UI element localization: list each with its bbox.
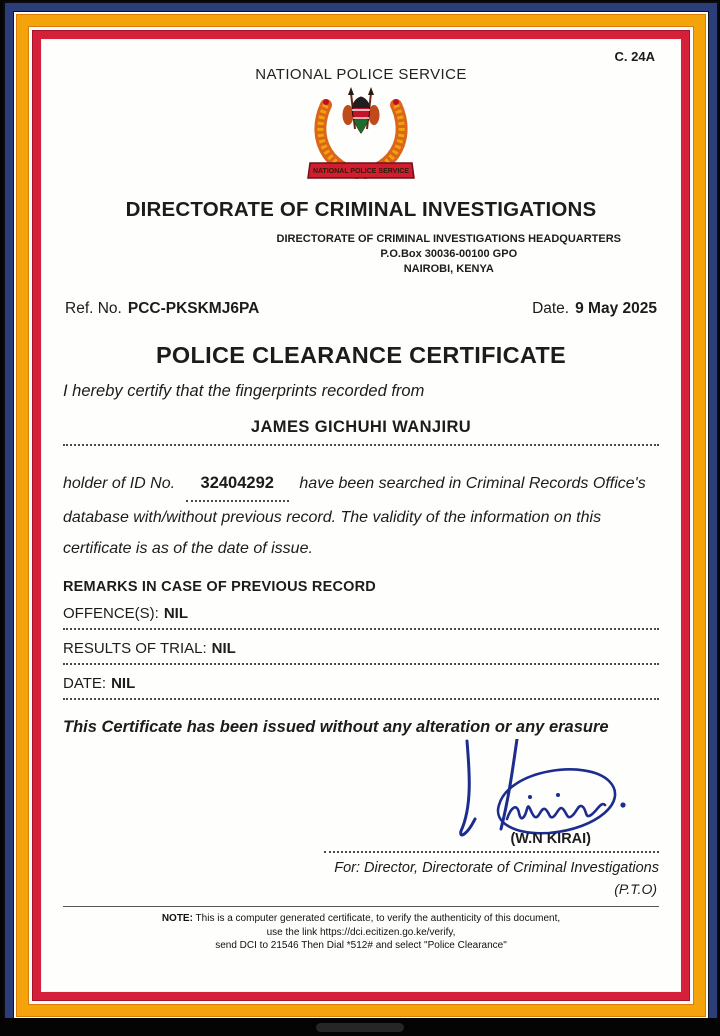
signature-block [63,745,659,897]
id-number: 32404292 [186,468,289,502]
field-row-date [63,665,659,700]
hq-line2: P.O.Box 30036-00100 GPO [380,248,518,260]
signature-dotted-line [324,851,659,853]
holder-prefix: holder of ID No. [63,475,176,492]
pto-label: (P.T.O) [614,881,657,897]
no-alteration-statement: This Certificate has been issued without any alteration or any erasure [63,718,609,736]
emblem-wrap [63,85,659,186]
body-after-id: have been searched in Criminal Records Office's database with/without previous record. The validity of the information on this certificate is as of the date of issue. [63,475,646,557]
field-row-offences [63,595,659,630]
certify-line: I hereby certify that the fingerprints recorded from [63,382,425,400]
note-line2: use the link https://dci.ecitizen.go.ke/verify, [266,926,456,938]
field-row-results-of-trial [63,630,659,665]
certificate-body-paragraph [63,468,659,564]
hq-address-block [277,232,621,277]
ref-number [65,300,259,318]
inner-red-frame [33,31,689,1000]
director-signature-icon [437,739,637,839]
certificate-title: POLICE CLEARANCE CERTIFICATE [155,342,567,368]
note-line1-text: This is a computer generated certificate, to verify the authenticity of this document, [195,913,561,924]
holder-name: JAMES GICHUHI WANJIRU [250,418,472,436]
results-value: NIL [211,640,236,657]
main-title: DIRECTORATE OF CRIMINAL INVESTIGATIONS [125,198,597,221]
remarks-heading: REMARKS IN CASE OF PREVIOUS RECORD [63,579,376,595]
offences-label: OFFENCE(S): [63,605,159,622]
ref-label: Ref. No. [65,300,122,317]
note-line3: send DCI to 21546 Then Dial *512# and select "Police Clearance" [215,940,507,951]
outer-blue-frame [5,3,717,1028]
date-field-value: NIL [111,675,136,692]
hq-line3: NAIROBI, KENYA [403,263,494,275]
hq-line1: DIRECTORATE OF CRIMINAL INVESTIGATIONS HEADQUARTERS [276,233,621,245]
dotted-divider [63,444,659,446]
ref-value: PCC-PKSKMJ6PA [127,300,260,317]
note-label: NOTE: [161,913,193,924]
date-value: 9 May 2025 [575,300,657,317]
bottom-handle-pill [316,1023,404,1032]
note-box [63,906,659,953]
ref-date-row [63,300,659,318]
results-label: RESULTS OF TRIAL: [63,640,207,657]
note-line1 [63,912,659,926]
offences-value: NIL [163,605,189,622]
date-label: Date. [532,300,570,317]
org-title: NATIONAL POLICE SERVICE [255,66,467,83]
form-code: C. 24A [614,49,655,64]
middle-orange-frame [17,15,705,1016]
issue-date [532,300,657,318]
bottom-bar [0,1018,720,1036]
date-field-label: DATE: [63,675,107,692]
signatory-name: (W.N KIRAI) [510,831,591,847]
emblem-banner-text: NATIONAL POLICE SERVICE [312,168,410,175]
certificate-content [41,39,681,992]
national-police-service-emblem-icon [288,85,434,181]
signatory-title: For: Director, Directorate of Criminal Investigations [334,860,659,876]
